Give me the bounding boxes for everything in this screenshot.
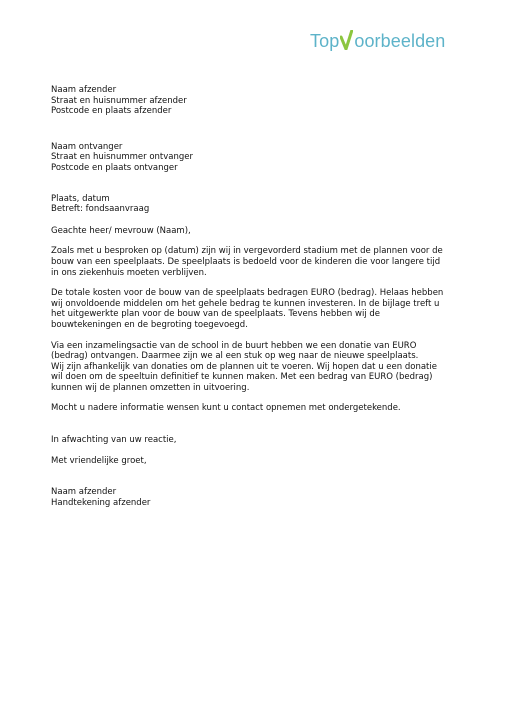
paragraph-line: het uitgewerkte plan voor de bouw van de speelplaats. Tevens hebben wij de	[51, 309, 380, 320]
place-date: Plaats, datum	[51, 193, 110, 204]
v-checkmark-logo-icon	[340, 30, 353, 50]
paragraph-line: in ons ziekenhuis moeten verblijven.	[51, 267, 207, 278]
logo-text-top: Top	[310, 31, 340, 51]
logo-text-rest: oorbeelden	[354, 31, 446, 51]
letter-body	[51, 85, 451, 508]
paragraph-4: Mocht u nadere informatie wensen kunt u contact opnemen met ondergetekende.	[51, 403, 401, 414]
paragraph-line: Via een inzamelingsactie van de school in de buurt hebben we een donatie van EURO	[51, 340, 417, 351]
paragraph-line: Zoals met u besproken op (datum) zijn wij in vergevorderd stadium met de plannen voor de	[51, 246, 443, 257]
signature-name: Naam afzender	[51, 487, 117, 498]
paragraph-line: wil doen om de speeltuin definitief te kunnen maken. Met een bedrag van EURO (bedrag)	[51, 372, 433, 383]
salutation: Geachte heer/ mevrouw (Naam),	[51, 225, 191, 236]
sender-street: Straat en huisnummer afzender	[51, 95, 187, 106]
recipient-name: Naam ontvanger	[51, 141, 123, 152]
paragraph-3	[51, 341, 451, 394]
sender-city: Postcode en plaats afzender	[51, 106, 172, 117]
sender-name: Naam afzender	[51, 85, 117, 95]
subject-line: Betreft: fondsaanvraag	[51, 204, 150, 215]
signature-handtekening: Handtekening afzender	[51, 497, 151, 508]
closing-await: In afwachting van uw reactie,	[51, 435, 177, 446]
paragraph-line: bouwtekeningen en de begroting toegevoegd.	[51, 319, 248, 330]
paragraph-line: wij onvoldoende middelen om het gehele bedrag te kunnen investeren. In de bijlage treft u	[51, 298, 440, 309]
topvoorbeelden-logo	[310, 26, 445, 50]
paragraph-line: kunnen wij de plannen omzetten in uitvoering.	[51, 382, 250, 393]
paragraph-line: (bedrag) ontvangen. Daarmee zijn we al een stuk op weg naar de nieuwe speelplaats.	[51, 351, 419, 362]
paragraph-line: De totale kosten voor de bouw van de speelplaats bedragen EURO (bedrag). Helaas hebben	[51, 288, 444, 299]
letter-meta	[51, 194, 451, 215]
closing-regards: Met vriendelijke groet,	[51, 455, 147, 466]
recipient-city: Postcode en plaats ontvanger	[51, 162, 178, 173]
paragraph-line: bouw van een speelplaats. De speelplaats is bedoeld voor de kinderen die voor langere tijd	[51, 256, 441, 267]
paragraph-line: Wij zijn afhankelijk van donaties om de plannen uit te voeren. Wij hopen dat u een donatie	[51, 361, 437, 372]
recipient-address	[51, 142, 451, 174]
recipient-street: Straat en huisnummer ontvanger	[51, 152, 193, 163]
signature-block	[51, 487, 451, 508]
paragraph-1	[51, 246, 451, 278]
sender-address	[51, 85, 451, 117]
paragraph-2	[51, 288, 451, 330]
